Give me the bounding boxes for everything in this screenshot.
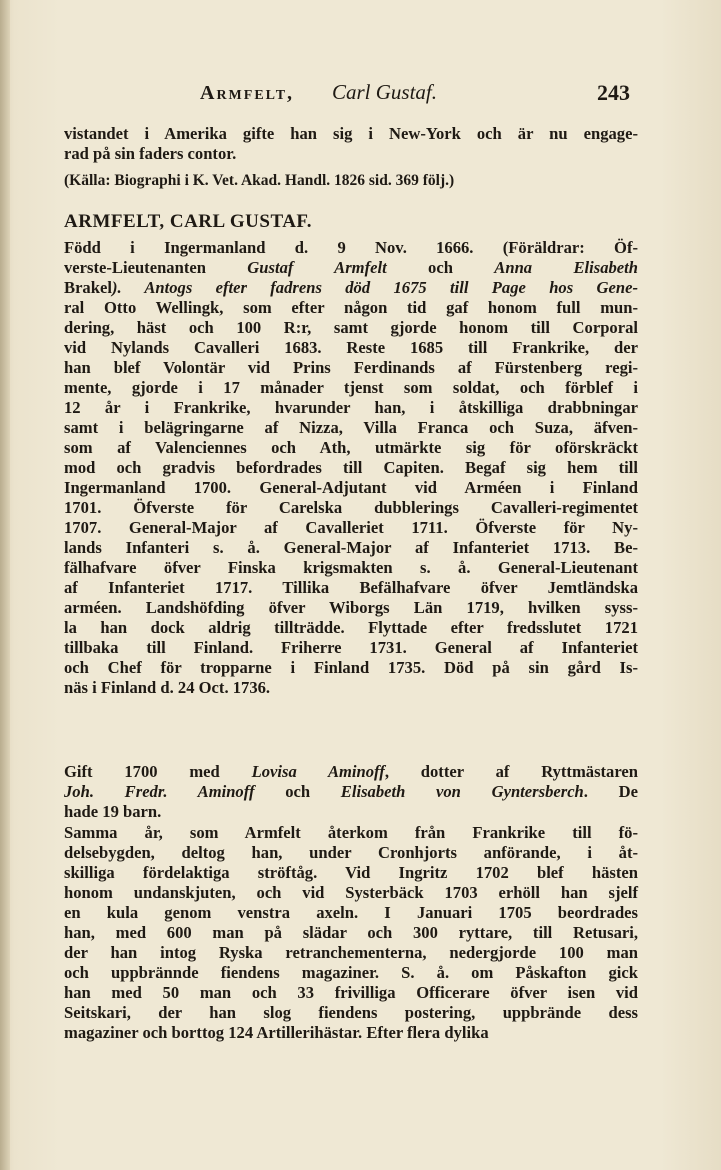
italic-name: ). Antogs efter fadrens död 1675 till Page hos Gene-: [111, 278, 638, 297]
text-line: 1701. Öfverste för Carelska dubblerings Cavalleri-regimentet: [64, 498, 638, 517]
page-gutter: [0, 0, 10, 1170]
text-line: tillbaka till Finland. Friherre 1731. General af Infanteriet: [64, 638, 638, 657]
text-line: skilliga fördelaktiga ströftåg. Vid Ingritz 1702 blef hästen: [64, 863, 638, 882]
text-line: han med 50 man och 33 frivilliga Officerare öfver isen vid: [64, 983, 638, 1002]
text-line: honom undanskjuten, och vid Systerbäck 1703 erhöll han sjelf: [64, 883, 638, 902]
italic-name: Joh. Fredr. Aminoff: [64, 782, 255, 801]
text-line: samt i belägringarne af Nizza, Villa Franca och Suza, äfven-: [64, 418, 638, 437]
entry-heading: ARMFELT, CARL GUSTAF.: [64, 211, 313, 232]
italic-name: Anna Elisabeth: [494, 258, 638, 277]
text-line: Brakel). Antogs efter fadrens död 1675 till Page hos Gene-: [64, 278, 638, 297]
text-line: delsebygden, deltog han, under Cronhjorts anförande, i åt-: [64, 843, 638, 862]
text-line: magaziner och borttog 124 Artillerihästar. Efter flera dylika: [64, 1023, 489, 1042]
text-line: vistandet i Amerika gifte han sig i New-York och är nu engage-: [64, 124, 638, 143]
text-line: vid Nylands Cavalleri 1683. Reste 1685 till Frankrike, der: [64, 338, 638, 357]
text-line: mente, gjorde i 17 månader tjenst som soldat, och förblef i: [64, 378, 638, 397]
continuation-text: [64, 124, 638, 164]
running-head-title: Carl Gustaf.: [332, 80, 438, 104]
text-line: arméen. Landshöfding öfver Wiborgs Län 1719, hvilken syss-: [64, 598, 638, 617]
text-line: näs i Finland d. 24 Oct. 1736.: [64, 678, 271, 697]
text-line: mod och gradvis befordrades till Capiten. Begaf sig hem till: [64, 458, 638, 477]
biography-paragraph-1: [64, 238, 638, 698]
page-number: 243: [597, 80, 630, 105]
text-line: verste-Lieutenanten Gustaf Armfelt och Anna Elisabeth: [64, 258, 638, 277]
running-head: [200, 78, 630, 110]
text-line: la han dock aldrig tillträdde. Flyttade efter fredsslutet 1721: [64, 618, 638, 637]
text-line: en kula genom venstra axeln. I Januari 1705 beordrades: [64, 903, 638, 922]
text-line: och uppbrännde fiendens magaziner. S. å. om Påskafton gick: [64, 963, 638, 982]
marriage-paragraph: [64, 762, 638, 822]
text-line: Ingermanland 1700. General-Adjutant vid Arméen i Finland: [64, 478, 638, 497]
text-line: Samma år, som Armfelt återkom från Frankrike till fö-: [64, 823, 638, 842]
source-citation: (Källa: Biographi i K. Vet. Akad. Handl. 1826 sid. 369 följ.): [64, 172, 455, 189]
text-line: rad på sin faders contor.: [64, 144, 237, 163]
text-line: han blef Volontär vid Prins Ferdinands af Fürstenberg regi-: [64, 358, 638, 377]
text-line: han, med 600 man på slädar och 300 ryttare, till Retusari,: [64, 923, 638, 942]
text-line: hade 19 barn.: [64, 802, 162, 821]
text-line: 12 år i Frankrike, hvarunder han, i åtskilliga drabbningar: [64, 398, 638, 417]
text-line: Seitskari, der han slog fiendens postering, uppbrände dess: [64, 1003, 638, 1022]
text-line: Född i Ingermanland d. 9 Nov. 1666. (Föräldrar: Öf-: [64, 238, 638, 257]
text-line: af Infanteriet 1717. Tillika Befälhafvare öfver Jemtländska: [64, 578, 638, 597]
text-line: Joh. Fredr. Aminoff och Elisabeth von Gyntersberch. De: [64, 782, 638, 801]
running-head-name: Armfelt,: [200, 82, 295, 104]
campaign-paragraph: [64, 823, 638, 1043]
text-line: der han intog Ryska retranchementerna, nedergjorde 100 man: [64, 943, 638, 962]
text-line: 1707. General-Major af Cavalleriet 1711. Öfverste för Ny-: [64, 518, 638, 537]
italic-name: Elisabeth von Gyntersberch: [340, 782, 584, 801]
text-line: och Chef för tropparne i Finland 1735. Död på sin gård Is-: [64, 658, 638, 677]
text-line: ral Otto Wellingk, som efter någon tid gaf honom full mun-: [64, 298, 638, 317]
text-line: Gift 1700 med Lovisa Aminoff, dotter af Ryttmästaren: [64, 762, 639, 781]
text-line: som af Valenciennes och Ath, utmärkte sig för oförskräckt: [64, 438, 638, 457]
italic-name: Lovisa Aminoff: [251, 762, 385, 781]
text-line: dering, häst och 100 R:r, samt gjorde honom till Corporal: [64, 318, 638, 337]
text-line: lands Infanteri s. å. General-Major af Infanteriet 1713. Be-: [64, 538, 638, 557]
italic-name: Gustaf Armfelt: [247, 258, 387, 277]
text-line: fälhafvare öfver Finska krigsmakten s. å. General-Lieutenant: [64, 558, 638, 577]
